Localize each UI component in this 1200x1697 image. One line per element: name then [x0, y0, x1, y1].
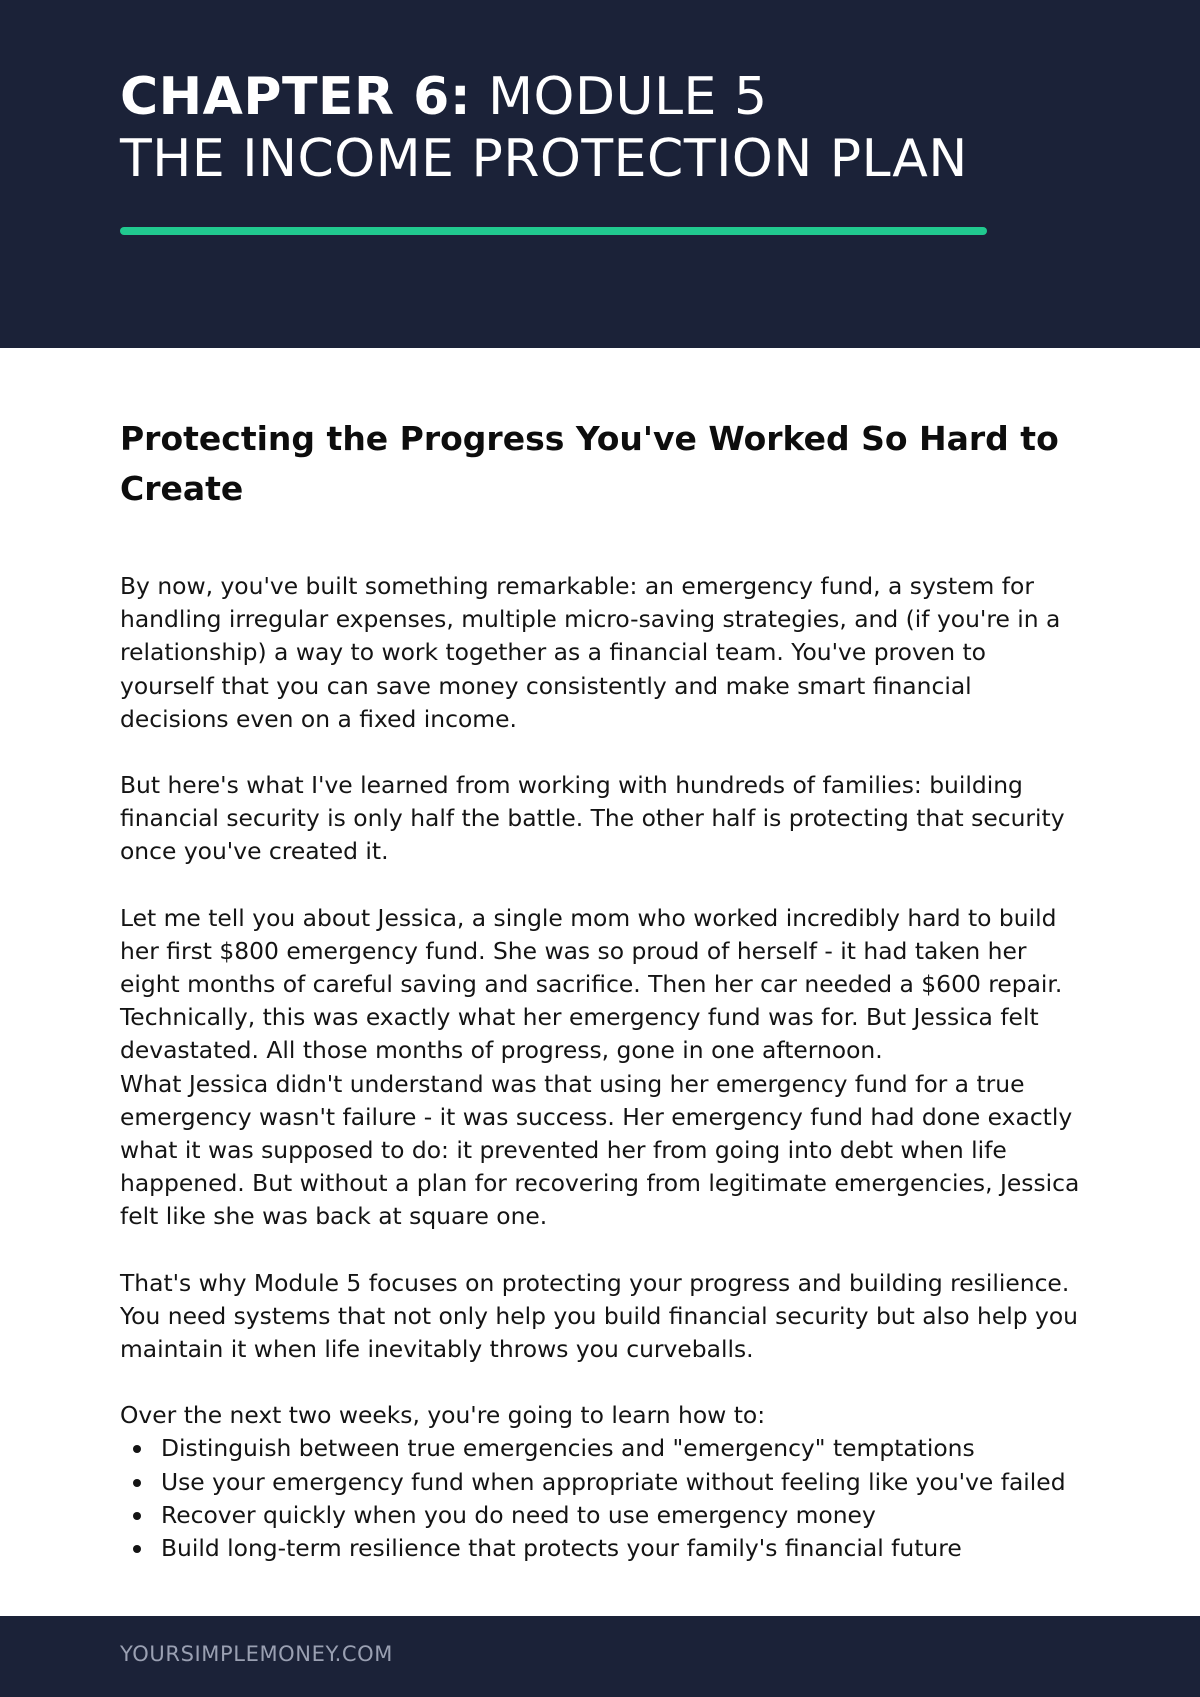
chapter-subtitle: THE INCOME PROTECTION PLAN: [120, 129, 968, 189]
paragraph-story: Let me tell you about Jessica, a single mom who worked incredibly hard to build her first $800 emergency fund. She was so proud of herself - it had taken her eight months of careful saving and sacrifice. Then her car needed a $600 repair. Technically, this was exactly what her emergency fund was for. But Jessica felt devastated. All those months of progress, gone in one afternoon. What Jessica didn't understand was that using her emergency fund for a true emergency wasn't failure - it was success. Her emergency fund had done exactly what it was supposed to do: it prevented her from going into debt when life happened. But without a plan for recovering from legitimate emergencies, Jessica felt like she was back at square one.: [120, 903, 1080, 1231]
list-item-text: Recover quickly when you do need to use emergency money: [161, 1500, 876, 1529]
bullet-dot: [133, 1545, 141, 1553]
footer-website: YOURSIMPLEMONEY.COM: [120, 1642, 394, 1666]
accent-divider: [120, 227, 987, 235]
list-item-text: Build long-term resilience that protects your family's financial future: [161, 1534, 962, 1563]
chapter-header: [0, 0, 1200, 348]
module-label: MODULE 5: [471, 67, 768, 127]
list-item: [161, 1532, 1080, 1565]
list-intro: Over the next two weeks, you're going to learn how to:: [120, 1401, 766, 1430]
list-item: [161, 1499, 1080, 1532]
main-content: [120, 414, 1080, 1565]
section-heading: Protecting the Progress You've Worked So Hard to Create: [120, 419, 1059, 508]
list-item: [161, 1466, 1080, 1499]
list-item-text: Distinguish between true emergencies and "emergency" temptations: [161, 1434, 975, 1463]
paragraph-module-focus: That's why Module 5 focuses on protecting your progress and building resilience. You need systems that not only help you build financial security but also help you maintain it when life inevitably throws you curveballs.: [120, 1268, 1078, 1364]
learning-goals-list: [120, 1432, 1080, 1565]
list-item: [161, 1432, 1080, 1465]
bullet-dot: [133, 1479, 141, 1487]
bullet-dot: [133, 1512, 141, 1520]
chapter-number: CHAPTER 6:: [120, 67, 472, 127]
paragraph-intro: By now, you've built something remarkable: an emergency fund, a system for handling irregular expenses, multiple micro-saving strategies, and (if you're in a relationship) a way to work together as a financial team. You've proven to yourself that you can save money consistently and make smart financial decisions even on a fixed income.: [120, 572, 1061, 733]
bullet-dot: [133, 1445, 141, 1453]
chapter-title: [120, 66, 968, 190]
page-footer: [0, 1616, 1200, 1697]
list-item-text: Use your emergency fund when appropriate without feeling like you've failed: [161, 1467, 1066, 1496]
paragraph-lesson: But here's what I've learned from working with hundreds of families: building financial security is only half the battle. The other half is protecting that security once you've created it.: [120, 771, 1065, 866]
